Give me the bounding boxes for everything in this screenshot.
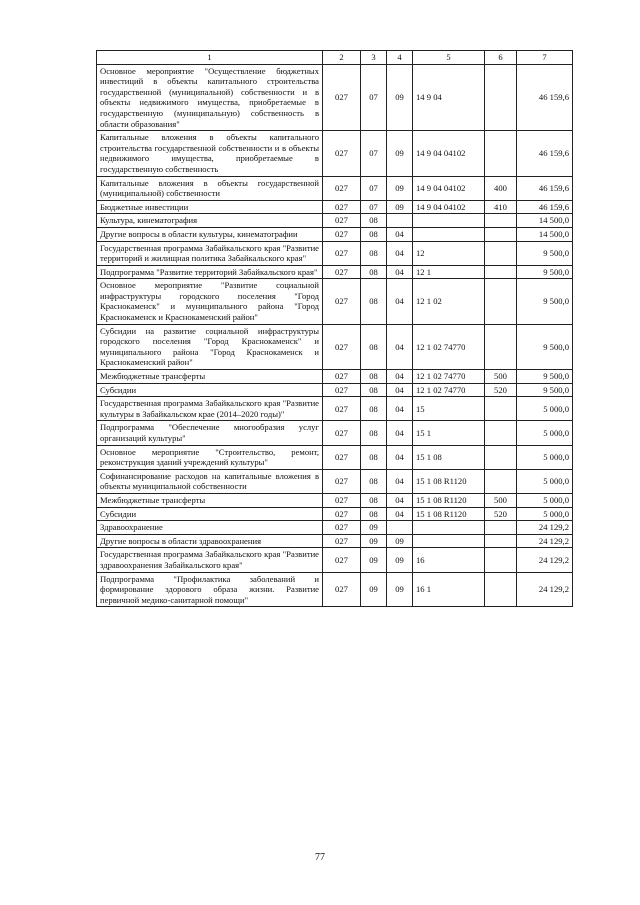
row-subsection-code: 04 (387, 324, 413, 369)
page-number: 77 (315, 852, 325, 863)
table-row (97, 214, 573, 228)
row-target-item-code (413, 521, 485, 535)
row-name: Основное мероприятие "Осуществление бюджетных инвестиций в объекты капитального строительства государственной (муниципальной) собственности и в объекты недвижимого имущества, приобретаемые в государственную (муниципальную) собственность в области образования" (97, 64, 323, 131)
row-section-code: 08 (361, 279, 387, 324)
row-name: Другие вопросы в области культуры, кинематографии (97, 227, 323, 241)
row-subsection-code: 09 (387, 572, 413, 607)
row-amount: 46 159,6 (517, 64, 573, 131)
row-section-code: 08 (361, 445, 387, 469)
row-grbs-code: 027 (323, 493, 361, 507)
row-amount: 24 129,2 (517, 548, 573, 572)
row-expense-type-code: 400 (485, 176, 517, 200)
row-amount: 5 000,0 (517, 507, 573, 521)
row-target-item-code: 12 1 02 74770 (413, 324, 485, 369)
row-subsection-code: 04 (387, 493, 413, 507)
row-subsection-code: 09 (387, 64, 413, 131)
table-row (97, 469, 573, 493)
row-subsection-code: 09 (387, 176, 413, 200)
row-name: Другие вопросы в области здравоохранения (97, 534, 323, 548)
row-expense-type-code (485, 445, 517, 469)
row-section-code: 08 (361, 493, 387, 507)
header-col-6: 6 (485, 51, 517, 65)
table-row (97, 445, 573, 469)
row-section-code: 08 (361, 421, 387, 445)
row-amount: 5 000,0 (517, 397, 573, 421)
row-target-item-code: 14 9 04 04102 (413, 200, 485, 214)
row-grbs-code: 027 (323, 548, 361, 572)
row-grbs-code: 027 (323, 131, 361, 176)
table-row (97, 370, 573, 384)
row-section-code: 08 (361, 397, 387, 421)
row-expense-type-code (485, 548, 517, 572)
row-expense-type-code: 410 (485, 200, 517, 214)
row-grbs-code: 027 (323, 383, 361, 397)
table-row (97, 397, 573, 421)
row-section-code: 08 (361, 370, 387, 384)
row-subsection-code: 04 (387, 445, 413, 469)
row-target-item-code: 14 9 04 (413, 64, 485, 131)
row-amount: 9 500,0 (517, 241, 573, 265)
table-row (97, 421, 573, 445)
row-name: Межбюджетные трансферты (97, 493, 323, 507)
row-subsection-code: 04 (387, 279, 413, 324)
row-target-item-code: 15 1 08 R1120 (413, 469, 485, 493)
row-grbs-code: 027 (323, 397, 361, 421)
row-subsection-code: 04 (387, 265, 413, 279)
row-expense-type-code (485, 534, 517, 548)
row-target-item-code (413, 534, 485, 548)
row-name: Подпрограмма "Развитие территорий Забайкальского края" (97, 265, 323, 279)
row-name: Капитальные вложения в объекты капитального строительства государственной собственности и в объекты недвижимого имущества, приобретаемые в государственную собственность (97, 131, 323, 176)
row-name: Межбюджетные трансферты (97, 370, 323, 384)
row-target-item-code: 14 9 04 04102 (413, 176, 485, 200)
row-amount: 14 500,0 (517, 227, 573, 241)
row-subsection-code: 04 (387, 241, 413, 265)
row-subsection-code (387, 214, 413, 228)
row-expense-type-code (485, 227, 517, 241)
row-subsection-code: 04 (387, 383, 413, 397)
row-target-item-code: 14 9 04 04102 (413, 131, 485, 176)
row-section-code: 08 (361, 214, 387, 228)
table-row (97, 324, 573, 369)
table-row (97, 64, 573, 131)
row-target-item-code: 15 1 08 R1120 (413, 507, 485, 521)
row-name: Государственная программа Забайкальского края "Развитие территорий и жилищная политика Забайкальского края" (97, 241, 323, 265)
row-target-item-code: 15 1 08 R1120 (413, 493, 485, 507)
row-amount: 9 500,0 (517, 383, 573, 397)
table-row (97, 279, 573, 324)
row-section-code: 08 (361, 383, 387, 397)
row-target-item-code (413, 227, 485, 241)
row-grbs-code: 027 (323, 521, 361, 535)
row-target-item-code: 16 1 (413, 572, 485, 607)
row-name: Субсидии на развитие социальной инфраструктуры городского поселения "Город Краснокаменск" и муниципального района "Город Краснокаменск и Краснокаменский район" (97, 324, 323, 369)
table-row (97, 534, 573, 548)
header-col-2: 2 (323, 51, 361, 65)
row-amount: 5 000,0 (517, 445, 573, 469)
row-target-item-code: 15 (413, 397, 485, 421)
row-target-item-code: 12 1 02 74770 (413, 370, 485, 384)
row-subsection-code: 04 (387, 227, 413, 241)
row-subsection-code (387, 521, 413, 535)
row-amount: 46 159,6 (517, 200, 573, 214)
table-row (97, 383, 573, 397)
row-target-item-code: 12 1 (413, 265, 485, 279)
row-expense-type-code: 500 (485, 370, 517, 384)
budget-table (96, 50, 573, 607)
row-grbs-code: 027 (323, 200, 361, 214)
row-target-item-code: 15 1 08 (413, 445, 485, 469)
row-subsection-code: 04 (387, 421, 413, 445)
row-target-item-code (413, 214, 485, 228)
row-name: Государственная программа Забайкальского края "Развитие здравоохранения Забайкальского края" (97, 548, 323, 572)
row-amount: 5 000,0 (517, 469, 573, 493)
row-subsection-code: 04 (387, 507, 413, 521)
row-name: Подпрограмма "Профилактика заболеваний и формирование здорового образа жизни. Развитие первичной медико-санитарной помощи" (97, 572, 323, 607)
row-section-code: 07 (361, 176, 387, 200)
table-row (97, 507, 573, 521)
row-section-code: 08 (361, 469, 387, 493)
row-expense-type-code (485, 572, 517, 607)
header-col-5: 5 (413, 51, 485, 65)
table-row (97, 241, 573, 265)
row-subsection-code: 09 (387, 548, 413, 572)
row-expense-type-code (485, 64, 517, 131)
row-expense-type-code: 500 (485, 493, 517, 507)
row-target-item-code: 12 1 02 (413, 279, 485, 324)
row-name: Субсидии (97, 383, 323, 397)
row-grbs-code: 027 (323, 572, 361, 607)
row-expense-type-code: 520 (485, 507, 517, 521)
row-grbs-code: 027 (323, 279, 361, 324)
row-amount: 9 500,0 (517, 279, 573, 324)
row-target-item-code: 15 1 (413, 421, 485, 445)
row-expense-type-code (485, 521, 517, 535)
row-grbs-code: 027 (323, 241, 361, 265)
row-grbs-code: 027 (323, 445, 361, 469)
row-expense-type-code (485, 421, 517, 445)
row-grbs-code: 027 (323, 507, 361, 521)
row-grbs-code: 027 (323, 176, 361, 200)
row-grbs-code: 027 (323, 469, 361, 493)
row-target-item-code: 12 1 02 74770 (413, 383, 485, 397)
row-section-code: 08 (361, 265, 387, 279)
row-target-item-code: 12 (413, 241, 485, 265)
row-amount: 46 159,6 (517, 176, 573, 200)
row-expense-type-code (485, 214, 517, 228)
row-amount: 9 500,0 (517, 265, 573, 279)
row-section-code: 09 (361, 572, 387, 607)
row-name: Культура, кинематография (97, 214, 323, 228)
row-target-item-code: 16 (413, 548, 485, 572)
row-name: Основное мероприятие "Строительство, ремонт, реконструкция зданий учреждений культуры" (97, 445, 323, 469)
row-grbs-code: 027 (323, 421, 361, 445)
table-row (97, 572, 573, 607)
header-col-4: 4 (387, 51, 413, 65)
row-name: Государственная программа Забайкальского края "Развитие культуры в Забайкальском крае (2014–2020 годы)" (97, 397, 323, 421)
row-amount: 9 500,0 (517, 324, 573, 369)
row-amount: 24 129,2 (517, 534, 573, 548)
row-subsection-code: 09 (387, 200, 413, 214)
row-section-code: 08 (361, 324, 387, 369)
row-subsection-code: 04 (387, 469, 413, 493)
table-row (97, 227, 573, 241)
row-grbs-code: 027 (323, 370, 361, 384)
row-expense-type-code (485, 279, 517, 324)
table-row (97, 265, 573, 279)
row-name: Софинансирование расходов на капитальные вложения в объекты муниципальной собственности (97, 469, 323, 493)
table-row (97, 493, 573, 507)
row-expense-type-code (485, 397, 517, 421)
row-section-code: 09 (361, 534, 387, 548)
row-amount: 9 500,0 (517, 370, 573, 384)
row-amount: 14 500,0 (517, 214, 573, 228)
table-row (97, 521, 573, 535)
row-name: Здравоохранение (97, 521, 323, 535)
table-row (97, 548, 573, 572)
table-header-row (97, 51, 573, 65)
header-col-1: 1 (97, 51, 323, 65)
row-grbs-code: 027 (323, 214, 361, 228)
row-section-code: 08 (361, 227, 387, 241)
row-grbs-code: 027 (323, 64, 361, 131)
row-expense-type-code (485, 241, 517, 265)
row-expense-type-code (485, 469, 517, 493)
row-expense-type-code: 520 (485, 383, 517, 397)
row-grbs-code: 027 (323, 227, 361, 241)
row-section-code: 09 (361, 521, 387, 535)
row-grbs-code: 027 (323, 324, 361, 369)
row-amount: 24 129,2 (517, 572, 573, 607)
header-col-7: 7 (517, 51, 573, 65)
table-row (97, 176, 573, 200)
row-section-code: 07 (361, 64, 387, 131)
row-name: Подпрограмма "Обеспечение многообразия услуг организаций культуры" (97, 421, 323, 445)
row-expense-type-code (485, 131, 517, 176)
row-expense-type-code (485, 324, 517, 369)
row-name: Основное мероприятие "Развитие социальной инфраструктуры городского поселения "Город Краснокаменск" и муниципального района "Город Краснокаменск и Краснокаменский район" (97, 279, 323, 324)
row-subsection-code: 04 (387, 370, 413, 384)
row-section-code: 09 (361, 548, 387, 572)
row-subsection-code: 09 (387, 131, 413, 176)
row-name: Капитальные вложения в объекты государственной (муниципальной) собственности (97, 176, 323, 200)
table-body (97, 51, 573, 607)
table-row (97, 200, 573, 214)
row-subsection-code: 04 (387, 397, 413, 421)
row-amount: 5 000,0 (517, 421, 573, 445)
row-section-code: 07 (361, 131, 387, 176)
row-grbs-code: 027 (323, 265, 361, 279)
row-expense-type-code (485, 265, 517, 279)
table-row (97, 131, 573, 176)
row-section-code: 08 (361, 507, 387, 521)
header-col-3: 3 (361, 51, 387, 65)
row-section-code: 08 (361, 241, 387, 265)
row-grbs-code: 027 (323, 534, 361, 548)
row-name: Субсидии (97, 507, 323, 521)
row-amount: 5 000,0 (517, 493, 573, 507)
row-subsection-code: 09 (387, 534, 413, 548)
row-section-code: 07 (361, 200, 387, 214)
row-amount: 46 159,6 (517, 131, 573, 176)
row-name: Бюджетные инвестиции (97, 200, 323, 214)
row-amount: 24 129,2 (517, 521, 573, 535)
